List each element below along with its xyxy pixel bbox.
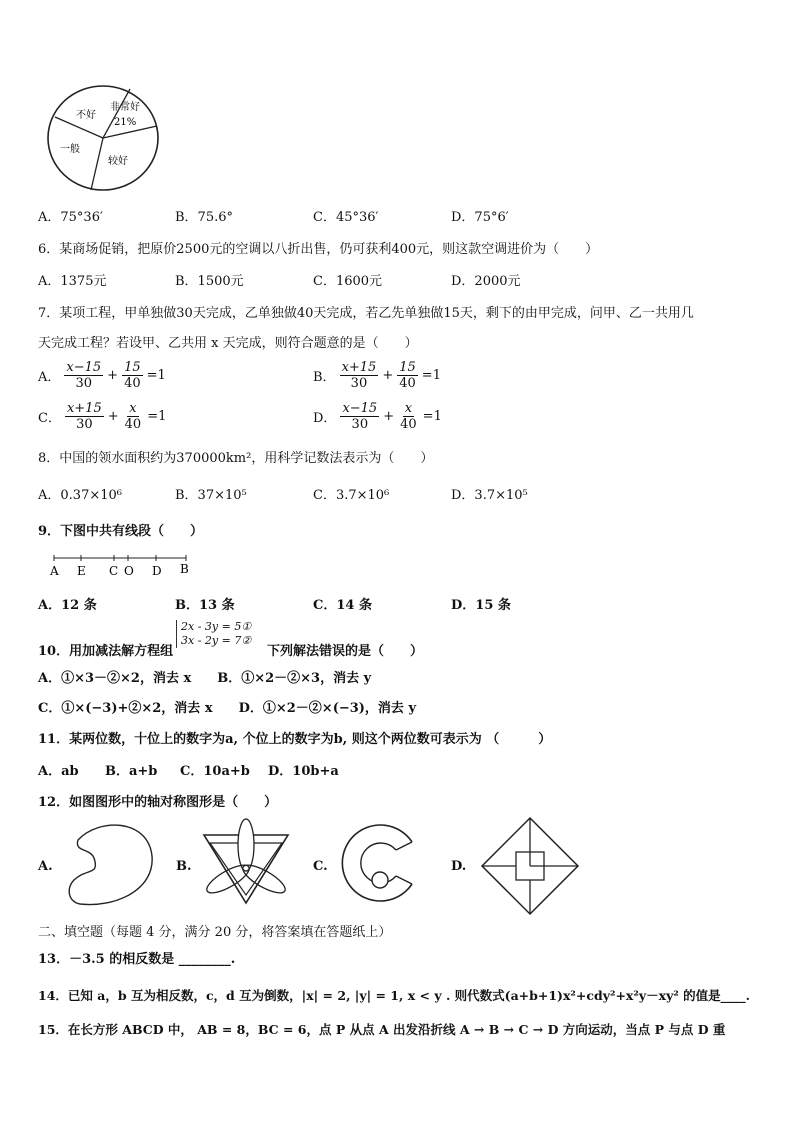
- fraction: [340, 401, 379, 432]
- denominator: 30: [76, 417, 93, 432]
- pie-label-average: 一般: [60, 144, 80, 155]
- q15-text: 15．在长方形 ABCD 中， AB = 8，BC = 6，点 P 从点 A 出发沿折线 A → B → C → D 方向运动，当点 P 与点 D 重: [38, 1022, 726, 1037]
- q7-text-line1: 7．某项工程，甲单独做30天完成，乙单独做40天完成，若乙先单独做15天，剩下的由甲完成，问甲、乙一共用几: [38, 306, 694, 321]
- denominator: 40: [124, 376, 141, 391]
- denominator: 40: [399, 376, 416, 391]
- q8-text: 8．中国的领水面积约为370000km²，用科学记数法表示为（ ）: [38, 451, 434, 466]
- q7-option-a: [38, 360, 166, 391]
- section-2-title: 二、填空题（每题 4 分，满分 20 分，将答案填在答题纸上）: [38, 925, 392, 940]
- q6-option-c: C．1600元: [313, 274, 383, 289]
- q9-option-a: A．12 条: [38, 598, 97, 613]
- q8-option-a: A．0.37×10⁶: [38, 488, 122, 503]
- q12-figure-b-triangle-knot: [198, 815, 294, 910]
- denominator: 30: [351, 417, 369, 432]
- q12-text: 12．如图图形中的轴对称图形是（ ）: [38, 795, 278, 810]
- q12-option-d-label: D.: [451, 859, 467, 874]
- q10-equation-system: [176, 620, 251, 648]
- pie-label-percent: 21%: [114, 117, 137, 128]
- q7-option-c: [38, 401, 166, 432]
- q6-text: 6．某商场促销，把原价2500元的空调以八折出售，仍可获利400元，则这款空调进价为（ ）: [38, 242, 599, 257]
- q9-text: 9．下图中共有线段（ ）: [38, 524, 204, 539]
- q8-option-b: B．37×10⁵: [175, 488, 247, 503]
- point-label-d: D: [152, 564, 162, 578]
- q12-figure-d-pinwheel-square: [478, 814, 582, 918]
- q11-option-c: C．10a+b: [180, 764, 250, 779]
- operator: +: [107, 368, 119, 383]
- q8-option-d: D．3.7×10⁵: [451, 488, 528, 503]
- q11-option-d: D．10b+a: [268, 764, 339, 779]
- q7-option-b: [313, 360, 441, 391]
- q12-option-b-label: B.: [176, 859, 192, 874]
- q10-options-cd: C．①×(−3)+②×2，消去 x D．①×2－②×(−3)，消去 y: [38, 701, 417, 716]
- q9-option-d: D．15 条: [451, 598, 511, 613]
- fraction: [398, 401, 419, 432]
- q12-option-a-label: A.: [38, 859, 53, 874]
- equals-rhs: =1: [422, 409, 442, 424]
- q5-option-c: C．45°36′: [313, 210, 379, 225]
- q6-option-a: A．1375元: [38, 274, 107, 289]
- pie-chart-figure: [40, 82, 168, 194]
- point-label-b: B: [180, 562, 189, 576]
- numerator: x−15: [66, 360, 102, 375]
- fraction: [397, 360, 418, 391]
- q9-option-c: C．14 条: [313, 598, 372, 613]
- denominator: 30: [350, 376, 368, 391]
- fraction: [65, 401, 104, 432]
- fraction: [340, 360, 379, 391]
- fraction: [123, 401, 144, 432]
- q5-option-a: A．75°36′: [38, 210, 103, 225]
- q11-option-a: A．ab: [38, 764, 79, 779]
- q12-figure-c-ring: [336, 822, 422, 904]
- option-letter: C．: [38, 411, 61, 426]
- q6-option-d: D．2000元: [451, 274, 521, 289]
- numerator: x−15: [342, 401, 378, 416]
- equation-1: 2x - 3y = 5①: [181, 620, 252, 633]
- equation-2: 3x - 2y = 7②: [181, 634, 252, 647]
- pie-label-very-good: 非常好: [110, 102, 140, 113]
- q5-option-d: D．75°6′: [451, 210, 509, 225]
- operator: +: [383, 409, 395, 424]
- q5-option-b: B．75.6°: [175, 210, 233, 225]
- numerator: x: [404, 401, 413, 416]
- q14-text: 14．已知 a，b 互为相反数，c，d 互为倒数，|x| = 2, |y| = 1, x < y . 则代数式(a+b+1)x²+cdy²+x²y－xy² 的值是____.: [38, 988, 751, 1003]
- denominator: 30: [75, 376, 93, 391]
- q10-prefix: 10．用加减法解方程组: [38, 644, 174, 659]
- q10-options-ab: A．①×3－②×2，消去 x B．①×2－②×3，消去 y: [38, 671, 372, 686]
- point-label-c: C: [109, 564, 119, 578]
- operator: +: [107, 409, 119, 424]
- q6-option-b: B．1500元: [175, 274, 244, 289]
- numerator: 15: [124, 360, 141, 375]
- q11-option-b: B．a+b: [105, 764, 158, 779]
- numerator: x+15: [341, 360, 377, 375]
- fraction: [122, 360, 143, 391]
- fraction: [64, 360, 103, 391]
- q9-line-segment-figure: [46, 552, 196, 580]
- q7-option-d: [313, 401, 442, 432]
- q9-option-b: B．13 条: [175, 598, 235, 613]
- point-label-o: O: [124, 564, 134, 578]
- q7-text-line2: 天完成工程？若设甲、乙共用 x 天完成，则符合题意的是（ ）: [38, 336, 418, 351]
- denominator: 40: [400, 417, 417, 432]
- q13-text: 13．－3.5 的相反数是 ________.: [38, 952, 236, 967]
- point-label-e: E: [77, 564, 86, 578]
- numerator: x: [129, 401, 137, 416]
- option-letter: B．: [313, 370, 336, 385]
- equals-rhs: =1: [421, 368, 441, 383]
- operator: +: [382, 368, 394, 383]
- option-letter: A．: [38, 370, 61, 385]
- equals-rhs: =1: [146, 368, 166, 383]
- q12-option-c-label: C.: [313, 859, 328, 874]
- pie-label-good: 较好: [108, 156, 128, 167]
- point-label-a: A: [50, 564, 59, 578]
- q10-suffix: 下列解法错误的是（ ）: [267, 644, 424, 659]
- numerator: x+15: [66, 401, 102, 416]
- q12-figure-a-comma-shape: [60, 818, 160, 908]
- option-letter: D．: [313, 411, 337, 426]
- numerator: 15: [399, 360, 416, 375]
- denominator: 40: [124, 417, 142, 432]
- q8-option-c: C．3.7×10⁶: [313, 488, 390, 503]
- pie-label-bad: 不好: [76, 110, 96, 121]
- q11-text: 11．某两位数，十位上的数字为a, 个位上的数字为b, 则这个两位数可表示为 （ ）: [38, 732, 552, 747]
- equals-rhs: =1: [147, 409, 167, 424]
